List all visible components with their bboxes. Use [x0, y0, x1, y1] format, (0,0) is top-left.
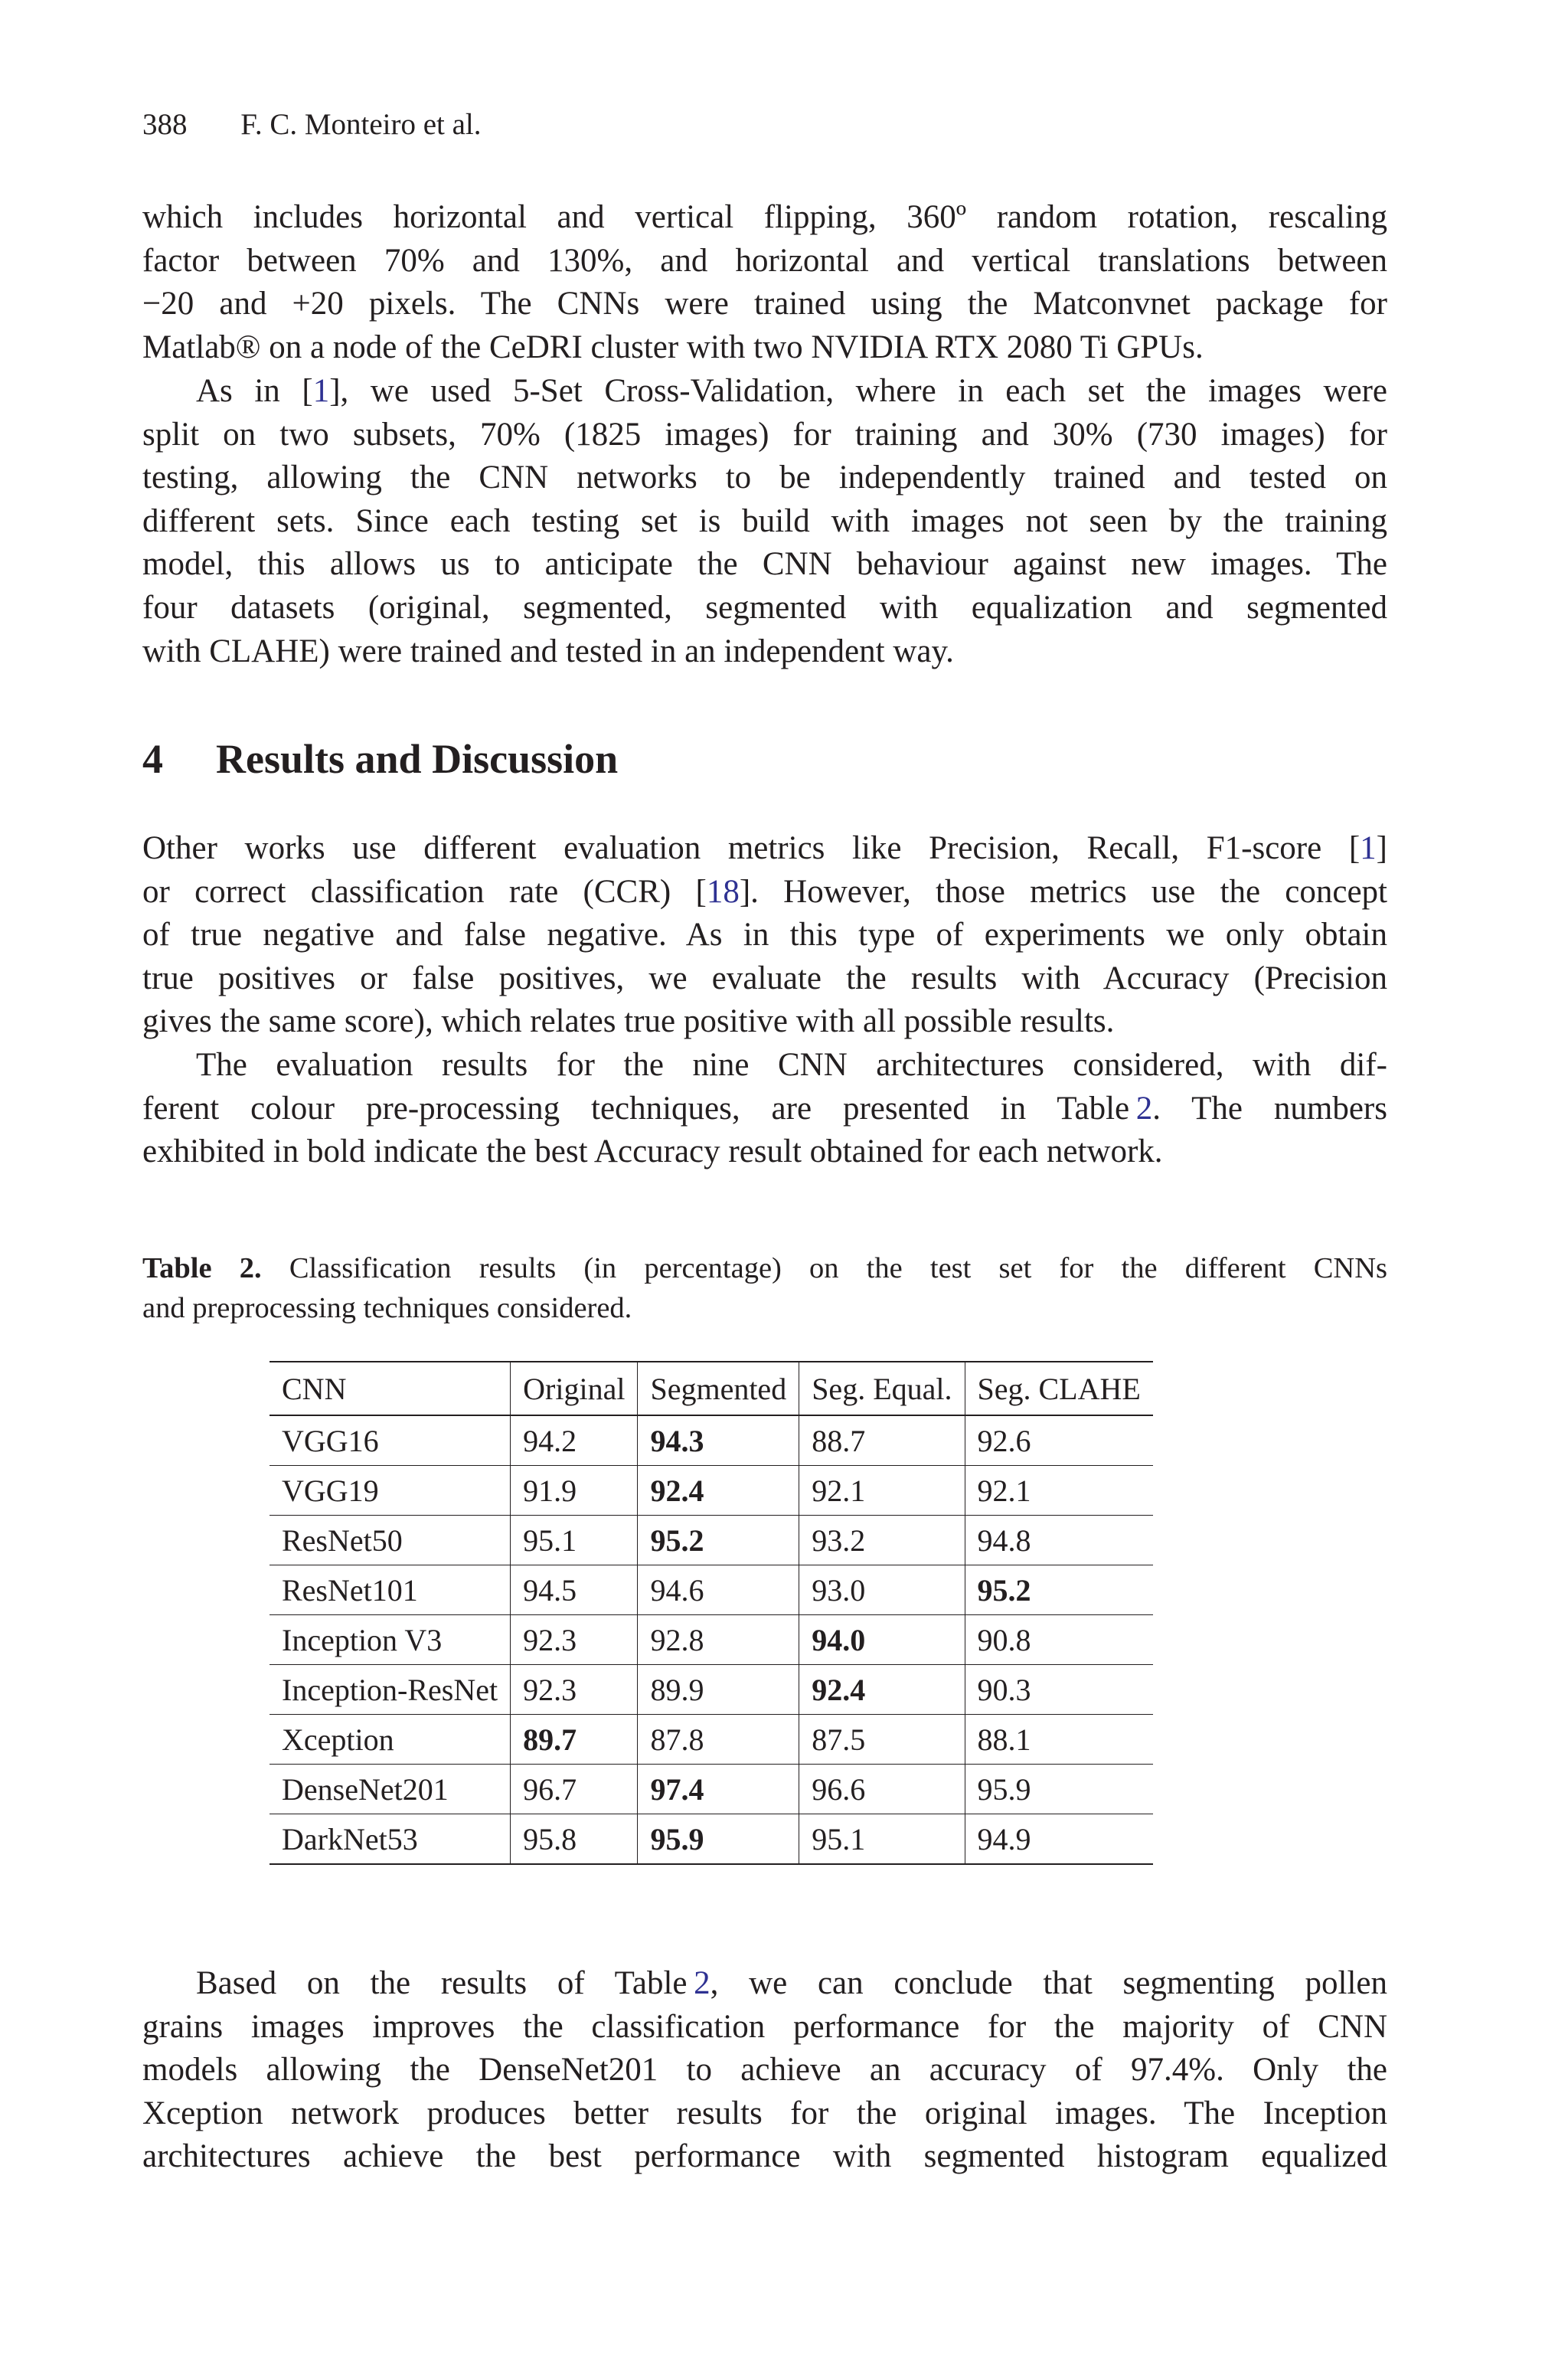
table-cell-value: 87.5 — [799, 1715, 965, 1765]
table-cell-value: 90.8 — [965, 1615, 1153, 1665]
text-line: true positives or false positives, we evaluate the results with Accuracy (Precision — [142, 960, 1387, 996]
paragraph-cross-validation — [142, 370, 1387, 673]
text-line: Other works use different evaluation metrics like Precision, Recall, F1-score [1] — [142, 830, 1387, 866]
table-reference-link[interactable]: 2 — [694, 1965, 710, 2001]
table-cell-value: 90.3 — [965, 1665, 1153, 1715]
text-line: architectures achieve the best performance with segmented histogram equalized — [142, 2138, 1387, 2175]
table-cell-value: 88.1 — [965, 1715, 1153, 1765]
caption-text: and preprocessing techniques considered. — [142, 1292, 632, 1324]
text-line: Xception network produces better results for the original images. The Inception — [142, 2095, 1387, 2131]
table-cell-value: 97.4 — [638, 1765, 799, 1814]
text-line: Based on the results of Table 2, we can conclude that segmenting pollen — [196, 1965, 1387, 2001]
table-cell-value: 95.2 — [965, 1565, 1153, 1615]
text-line: of true negative and false negative. As in this type of experiments we only obtain — [142, 917, 1387, 953]
table-header-cell: Segmented — [638, 1362, 799, 1415]
table-row — [270, 1615, 1153, 1665]
table-cell-value: 89.9 — [638, 1665, 799, 1715]
table-cell-network: DarkNet53 — [270, 1814, 511, 1865]
table-header-cell: Original — [511, 1362, 638, 1415]
table-cell-value: 94.8 — [965, 1516, 1153, 1565]
table-cell-value: 89.7 — [511, 1715, 638, 1765]
text-line: factor between 70% and 130%, and horizontal and vertical translations between — [142, 242, 1387, 279]
table-cell-value: 94.0 — [799, 1615, 965, 1665]
text-line: ferent colour pre-processing techniques, are presented in Table 2. The numbers — [142, 1090, 1387, 1127]
table-cell-value: 94.9 — [965, 1814, 1153, 1865]
table-cell-value: 93.0 — [799, 1565, 965, 1615]
section-number: 4 — [142, 736, 163, 782]
table-cell-value: 92.4 — [638, 1466, 799, 1516]
page-number: 388 — [142, 108, 188, 141]
table-cell-value: 92.8 — [638, 1615, 799, 1665]
table-cell-network: VGG16 — [270, 1415, 511, 1466]
text-line: Matlab® on a node of the CeDRI cluster with two NVIDIA RTX 2080 Ti GPUs. — [142, 329, 1204, 365]
paragraph-conclusion — [142, 1962, 1387, 2179]
text-line: gives the same score), which relates true positive with all possible results. — [142, 1003, 1115, 1040]
table-row — [270, 1516, 1153, 1565]
table-header-cell: Seg. Equal. — [799, 1362, 965, 1415]
table-row — [270, 1565, 1153, 1615]
text-line: exhibited in bold indicate the best Accuracy result obtained for each network. — [142, 1133, 1163, 1170]
table-label: Table 2. — [142, 1252, 262, 1284]
table-cell-value: 92.3 — [511, 1615, 638, 1665]
table-row — [270, 1665, 1153, 1715]
section-title: Results and Discussion — [216, 736, 619, 782]
text-line: four datasets (original, segmented, segmented with equalization and segmented — [142, 589, 1387, 626]
table-cell-network: Xception — [270, 1715, 511, 1765]
text-line: −20 and +20 pixels. The CNNs were trained using the Matconvnet package for — [142, 286, 1387, 322]
table-cell-network: ResNet50 — [270, 1516, 511, 1565]
table-cell-value: 94.5 — [511, 1565, 638, 1615]
text-line: or correct classification rate (CCR) [18]. However, those metrics use the concept — [142, 873, 1387, 910]
table-caption — [142, 1248, 1387, 1328]
table-header-cell: Seg. CLAHE — [965, 1362, 1153, 1415]
text-line: models allowing the DenseNet201 to achieve an accuracy of 97.4%. Only the — [142, 2052, 1387, 2089]
paragraph-metrics — [142, 827, 1387, 1044]
text-line: The evaluation results for the nine CNN architectures considered, with dif- — [196, 1047, 1387, 1083]
caption-text: Classification results (in percentage) on the test set for the different CNNs — [289, 1252, 1387, 1284]
table-body — [270, 1415, 1153, 1864]
table-cell-value: 95.9 — [965, 1765, 1153, 1814]
table-cell-value: 92.6 — [965, 1415, 1153, 1466]
text-line: which includes horizontal and vertical flipping, 360º random rotation, rescaling — [142, 199, 1387, 235]
text-line: testing, allowing the CNN networks to be independently trained and tested on — [142, 460, 1387, 496]
citation-link[interactable]: 1 — [1360, 830, 1377, 866]
table-cell-value: 94.3 — [638, 1415, 799, 1466]
table-cell-value: 93.2 — [799, 1516, 965, 1565]
text-line: with CLAHE) were trained and tested in an independent way. — [142, 633, 954, 669]
table-cell-value: 92.3 — [511, 1665, 638, 1715]
table-cell-network: VGG19 — [270, 1466, 511, 1516]
table-cell-value: 96.6 — [799, 1765, 965, 1814]
table-cell-value: 88.7 — [799, 1415, 965, 1466]
table-cell-value: 94.2 — [511, 1415, 638, 1466]
table-cell-value: 95.9 — [638, 1814, 799, 1865]
table-cell-value: 95.1 — [799, 1814, 965, 1865]
table-row — [270, 1466, 1153, 1516]
table-cell-value: 92.4 — [799, 1665, 965, 1715]
table-cell-network: ResNet101 — [270, 1565, 511, 1615]
table-cell-network: Inception V3 — [270, 1615, 511, 1665]
table-cell-value: 96.7 — [511, 1765, 638, 1814]
text-line: As in [1], we used 5-Set Cross-Validation, where in each set the images were — [196, 373, 1387, 409]
text-line: split on two subsets, 70% (1825 images) for training and 30% (730 images) for — [142, 416, 1387, 453]
running-head — [142, 107, 482, 142]
table-cell-value: 95.1 — [511, 1516, 638, 1565]
table-cell-value: 92.1 — [965, 1466, 1153, 1516]
table-cell-value: 95.8 — [511, 1814, 638, 1865]
table-header-row — [270, 1362, 1153, 1415]
citation-link[interactable]: 1 — [312, 373, 330, 409]
table-row — [270, 1715, 1153, 1765]
running-head-authors: F. C. Monteiro et al. — [240, 108, 482, 141]
table-cell-value: 91.9 — [511, 1466, 638, 1516]
table-row — [270, 1415, 1153, 1466]
paragraph-augmentation — [142, 196, 1387, 369]
text-line: different sets. Since each testing set is build with images not seen by the training — [142, 502, 1387, 539]
table-header-cell: CNN — [270, 1362, 511, 1415]
table-cell-value: 92.1 — [799, 1466, 965, 1516]
text-line: model, this allows us to anticipate the CNN behaviour against new images. The — [142, 546, 1387, 583]
results-table — [270, 1361, 1153, 1865]
citation-link[interactable]: 18 — [706, 873, 740, 910]
table-row — [270, 1814, 1153, 1865]
section-heading — [142, 735, 618, 783]
table-cell-value: 95.2 — [638, 1516, 799, 1565]
table-row — [270, 1765, 1153, 1814]
table-cell-value: 94.6 — [638, 1565, 799, 1615]
table-cell-value: 87.8 — [638, 1715, 799, 1765]
table-cell-network: DenseNet201 — [270, 1765, 511, 1814]
table-reference-link[interactable]: 2 — [1135, 1090, 1153, 1127]
paragraph-evaluation — [142, 1044, 1387, 1174]
text-line: grains images improves the classification performance for the majority of CNN — [142, 2008, 1387, 2045]
table-cell-network: Inception-ResNet — [270, 1665, 511, 1715]
